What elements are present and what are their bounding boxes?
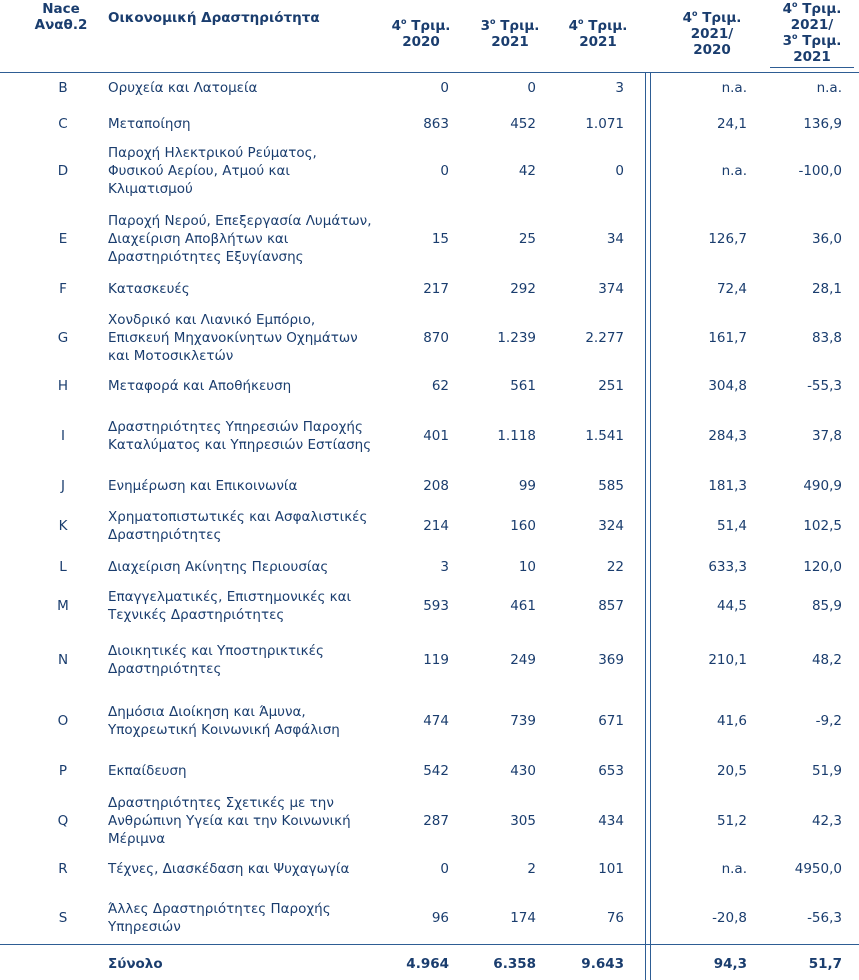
row-change-qoq: n.a. (816, 80, 842, 96)
table-row (0, 141, 859, 201)
row-change-qoq: 36,0 (811, 231, 842, 247)
row-change-yoy: 304,8 (708, 378, 747, 394)
row-change-yoy: n.a. (721, 861, 747, 877)
row-change-qoq: 102,5 (803, 518, 842, 534)
row-q3-2021: 461 (510, 598, 536, 614)
row-change-qoq: 48,2 (811, 652, 842, 668)
row-q4-2020: 217 (423, 281, 449, 297)
row-q4-2020: 863 (423, 116, 449, 132)
row-code: C (58, 116, 68, 132)
row-q4-2021: 251 (598, 378, 624, 394)
row-code: R (58, 861, 68, 877)
row-q4-2021: 434 (598, 813, 624, 829)
row-change-yoy: -20,8 (712, 910, 747, 926)
row-q3-2021: 561 (510, 378, 536, 394)
row-q4-2020: 119 (423, 652, 449, 668)
table-row (0, 896, 859, 940)
row-change-yoy: 51,2 (716, 813, 747, 829)
row-q4-2020: 401 (423, 428, 449, 444)
row-activity: Δημόσια Διοίκηση και Άμυνα, Υποχρεωτική Κοινωνική Ασφάλιση (108, 704, 340, 738)
row-q4-2020: 62 (431, 378, 449, 394)
header-nace-line2: Αναθ.2 (34, 17, 88, 33)
total-q4-2021: 9.643 (581, 956, 624, 972)
row-change-qoq: -56,3 (807, 910, 842, 926)
row-q4-2021: 374 (598, 281, 624, 297)
row-change-yoy: 51,4 (716, 518, 747, 534)
total-q4-2020: 4.964 (406, 956, 449, 972)
row-q4-2021: 1.071 (585, 116, 624, 132)
row-q3-2021: 292 (510, 281, 536, 297)
row-q4-2020: 474 (423, 713, 449, 729)
row-code: G (57, 330, 69, 346)
row-q3-2021: 739 (510, 713, 536, 729)
row-code: S (58, 910, 68, 926)
row-q4-2020: 870 (423, 330, 449, 346)
table-row (0, 406, 859, 466)
row-activity: Παροχή Ηλεκτρικού Ρεύματος, Φυσικού Αερίου, Ατμού και Κλιματισμού (108, 145, 317, 197)
row-q4-2021: 585 (598, 478, 624, 494)
row-activity: Ορυχεία και Λατομεία (108, 80, 258, 96)
total-q3-2021: 6.358 (493, 956, 536, 972)
row-activity: Χονδρικό και Λιανικό Εμπόριο, Επισκευή Μηχανοκίνητων Οχημάτων και Μοτοσικλετών (108, 312, 358, 364)
row-activity: Κατασκευές (108, 281, 190, 297)
row-change-yoy: n.a. (721, 80, 747, 96)
row-change-yoy: 24,1 (716, 116, 747, 132)
row-change-qoq: 83,8 (811, 330, 842, 346)
row-change-yoy: 633,3 (708, 559, 747, 575)
table-row (0, 757, 859, 785)
row-code: M (57, 598, 69, 614)
row-q3-2021: 10 (518, 559, 536, 575)
row-q4-2021: 671 (598, 713, 624, 729)
row-q3-2021: 430 (510, 763, 536, 779)
row-code: J (61, 478, 65, 494)
row-q3-2021: 1.239 (497, 330, 536, 346)
row-change-qoq: -55,3 (807, 378, 842, 394)
row-activity: Χρηματοπιστωτικές και Ασφαλιστικές Δραστηριότητες (108, 509, 368, 543)
row-q4-2020: 593 (423, 598, 449, 614)
row-code: P (58, 763, 68, 779)
row-q4-2021: 34 (606, 231, 624, 247)
row-change-yoy: n.a. (721, 163, 747, 179)
row-q4-2021: 653 (598, 763, 624, 779)
row-code: K (58, 518, 68, 534)
header-q4-2021: $4^o$ Τριμ. 2021 (568, 17, 628, 50)
row-q4-2021: 2.277 (585, 330, 624, 346)
row-change-qoq: 490,9 (803, 478, 842, 494)
row-q3-2021: 305 (510, 813, 536, 829)
row-change-qoq: 28,1 (811, 281, 842, 297)
row-code: E (58, 231, 68, 247)
header-change-qoq: $4^o$ Τριμ. 2021/ $3^o$ Τριμ. 2021 (770, 1, 854, 68)
row-activity: Παροχή Νερού, Επεξεργασία Λυμάτων, Διαχείριση Αποβλήτων και Δραστηριότητες Εξυγίανσης (108, 213, 372, 265)
row-q4-2020: 15 (431, 231, 449, 247)
table-header (0, 0, 859, 72)
table-row (0, 74, 859, 102)
row-q3-2021: 452 (510, 116, 536, 132)
table-row (0, 636, 859, 684)
row-change-yoy: 44,5 (716, 598, 747, 614)
row-q4-2020: 208 (423, 478, 449, 494)
row-activity: Άλλες Δραστηριότητες Παροχής Υπηρεσιών (108, 901, 331, 935)
row-change-yoy: 20,5 (716, 763, 747, 779)
row-change-qoq: 37,8 (811, 428, 842, 444)
row-q4-2020: 542 (423, 763, 449, 779)
row-code: F (59, 281, 67, 297)
table-row (0, 372, 859, 400)
row-q4-2021: 324 (598, 518, 624, 534)
row-q4-2021: 76 (606, 910, 624, 926)
table-row (0, 691, 859, 751)
row-q4-2021: 1.541 (585, 428, 624, 444)
row-q3-2021: 160 (510, 518, 536, 534)
table-row (0, 110, 859, 138)
row-change-yoy: 284,3 (708, 428, 747, 444)
row-q3-2021: 174 (510, 910, 536, 926)
row-change-yoy: 126,7 (708, 231, 747, 247)
row-change-yoy: 181,3 (708, 478, 747, 494)
row-change-yoy: 161,7 (708, 330, 747, 346)
row-activity: Τέχνες, Διασκέδαση και Ψυχαγωγία (108, 861, 350, 877)
row-q4-2021: 369 (598, 652, 624, 668)
table-row (0, 209, 859, 269)
table-row (0, 791, 859, 851)
row-q4-2020: 214 (423, 518, 449, 534)
total-label: Σύνολο (108, 956, 163, 972)
header-rule (0, 72, 859, 73)
table-row (0, 504, 859, 548)
header-activity: Οικονομική Δραστηριότητα (108, 10, 320, 26)
row-q3-2021: 2 (527, 861, 536, 877)
row-q3-2021: 25 (518, 231, 536, 247)
row-change-yoy: 41,6 (716, 713, 747, 729)
row-q4-2020: 3 (440, 559, 449, 575)
row-change-qoq: 51,9 (811, 763, 842, 779)
row-code: H (57, 378, 69, 394)
table-row (0, 275, 859, 303)
row-q3-2021: 249 (510, 652, 536, 668)
row-q4-2021: 857 (598, 598, 624, 614)
row-activity: Διοικητικές και Υποστηρικτικές Δραστηριότητες (108, 643, 324, 677)
row-q4-2021: 101 (598, 861, 624, 877)
row-code: N (57, 652, 69, 668)
row-change-qoq: -9,2 (815, 713, 842, 729)
row-activity: Δραστηριότητες Σχετικές με την Ανθρώπινη Υγεία και την Κοινωνική Μέριμνα (108, 795, 351, 847)
row-activity: Δραστηριότητες Υπηρεσιών Παροχής Καταλύματος και Υπηρεσιών Εστίασης (108, 419, 372, 453)
row-q4-2020: 0 (440, 861, 449, 877)
header-change-yoy: $4^o$ Τριμ. 2021/ 2020 (682, 9, 742, 58)
row-q4-2021: 22 (606, 559, 624, 575)
header-nace-line1: Nace (42, 1, 80, 17)
header-q3-2021: $3^o$ Τριμ. 2021 (480, 17, 540, 50)
total-rule (0, 944, 859, 945)
total-change-qoq: 51,7 (808, 956, 842, 972)
row-change-yoy: 72,4 (716, 281, 747, 297)
row-activity: Ενημέρωση και Επικοινωνία (108, 478, 298, 494)
row-change-yoy: 210,1 (708, 652, 747, 668)
row-change-qoq: 136,9 (803, 116, 842, 132)
row-code: I (61, 428, 65, 444)
total-change-yoy: 94,3 (713, 956, 747, 972)
row-q3-2021: 99 (518, 478, 536, 494)
row-code: Q (57, 813, 69, 829)
row-code: B (58, 80, 68, 96)
table-row (0, 308, 859, 368)
row-change-qoq: 120,0 (803, 559, 842, 575)
row-activity: Επαγγελματικές, Επιστημονικές και Τεχνικές Δραστηριότητες (108, 589, 352, 623)
header-nace (30, 1, 92, 33)
total-row (0, 948, 859, 980)
row-q4-2020: 0 (440, 163, 449, 179)
row-change-qoq: 4950,0 (794, 861, 842, 877)
row-code: L (59, 559, 67, 575)
row-code: O (57, 713, 69, 729)
table-row (0, 584, 859, 628)
row-q4-2020: 0 (440, 80, 449, 96)
table-row (0, 553, 859, 581)
row-q4-2020: 96 (431, 910, 449, 926)
row-q3-2021: 42 (518, 163, 536, 179)
table-row (0, 847, 859, 891)
row-q4-2020: 287 (423, 813, 449, 829)
row-change-qoq: 85,9 (811, 598, 842, 614)
table-row (0, 472, 859, 500)
row-q4-2021: 0 (615, 163, 624, 179)
row-q3-2021: 1.118 (497, 428, 536, 444)
row-change-qoq: 42,3 (811, 813, 842, 829)
row-q4-2021: 3 (615, 80, 624, 96)
row-activity: Εκπαίδευση (108, 763, 187, 779)
row-q3-2021: 0 (527, 80, 536, 96)
row-activity: Μεταποίηση (108, 116, 191, 132)
row-code: D (57, 163, 69, 179)
row-change-qoq: -100,0 (798, 163, 842, 179)
header-q4-2020: $4^o$ Τριμ. 2020 (391, 17, 451, 50)
row-activity: Διαχείριση Ακίνητης Περιουσίας (108, 559, 329, 575)
row-activity: Μεταφορά και Αποθήκευση (108, 378, 292, 394)
